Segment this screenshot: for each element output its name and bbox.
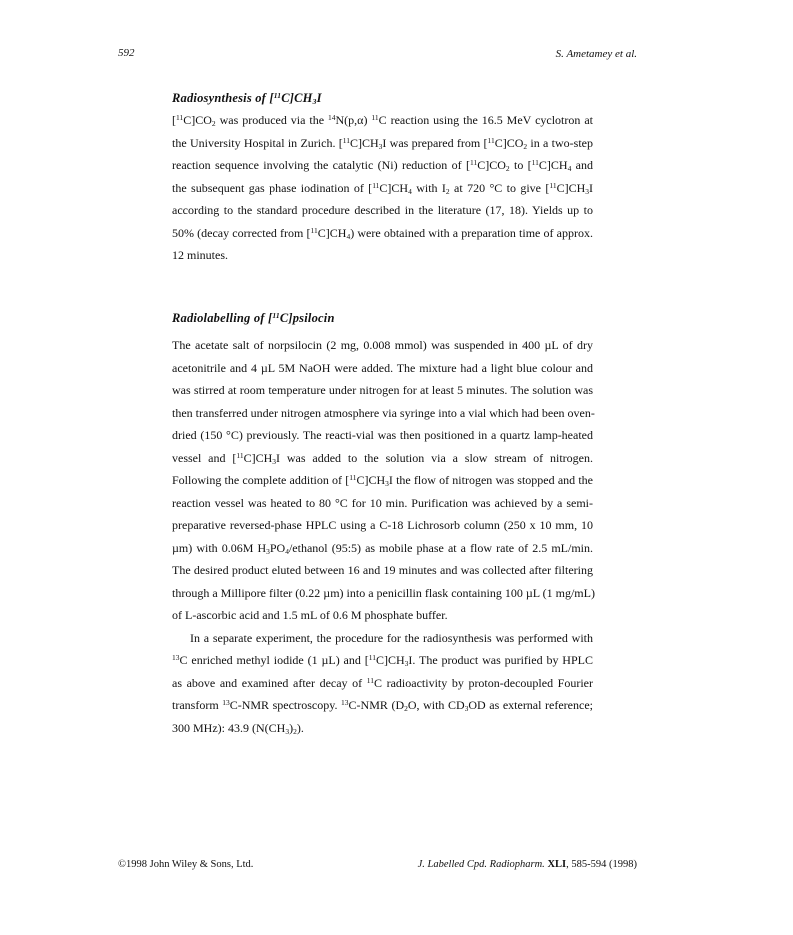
text-line: then transferred under nitrogen atmosphere via syringe into a vial which had been oven- [172,405,595,420]
text-line: was stirred at room temperature under nitrogen for at least 5 minutes. The solution was [172,383,593,397]
journal-volume: XLI [547,859,567,870]
text-line: preparative reversed-phase HPLC using a C-18 Lichrosorb column (250 x 10 mm, 10 [172,518,593,532]
text-line: the subsequent gas phase iodination of $[^{11}C]CH_4$ with $I_2$ at 720 °C to give $[^{11}C]CH_3I$ [172,180,593,196]
text-line: reaction sequence involving the catalytic (Ni) reduction of $[^{11}C]CO_2$ to $[^{11}C]CH_4$ and [172,158,593,173]
paragraph-radiolabelling [172,334,593,739]
page-number: 592 [118,47,135,59]
text-line: $^{13}$C enriched methyl iodide (1 µL) and $[^{11}C]CH_3I$. The product was purified by HPLC [172,653,593,668]
text-line: The acetate salt of norpsilocin (2 mg, 0.008 mmol) was suspended in 400 µL of dry [172,338,593,352]
text-line: 300 MHz): 43.9 $(N(CH_3)_2)$. [172,720,304,736]
copyright-notice: ©1998 John Wiley & Sons, Ltd. [118,859,254,870]
text-line: of L-ascorbic acid and 1.5 mL of 0.6 M phosphate buffer. [172,608,448,622]
paragraph-radiosynthesis [172,109,593,267]
heading-text: Radiolabelling of [$^{11}$C]psilocin [172,311,335,325]
running-title: S. Ametamey et al. [555,48,637,60]
section-heading-radiosynthesis [172,91,322,106]
text-line: Following the complete addition of $[^{11}C]CH_3I$ the flow of nitrogen was stopped and the [172,473,593,488]
text-line: the University Hospital in Zurich. $[^{11}C]CH_3I$ was prepared from $[^{11}C]CO_2$ in a two-step [172,135,593,151]
text-line: reaction vessel was heated to 80 °C for 10 min. Purification was achieved by a semi- [172,495,593,510]
text-line: In a separate experiment, the procedure for the radiosynthesis was performed with [190,630,593,645]
journal-citation [418,859,637,870]
text-line: transform $^{13}$C-NMR spectroscopy. $^{13}$C-NMR ($D_2O$, with $CD_3OD$ as external reference; [172,698,593,713]
text-line: 50% (decay corrected from $[^{11}C]CH_4$) were obtained with a preparation time of approx. [172,225,593,241]
text-line: through a Millipore filter (0.22 µm) into a penicillin flask containing 100 µL (1 mg/mL) [172,585,595,600]
journal-name: J. Labelled Cpd. Radiopharm. [417,859,545,870]
section-heading-radiolabelling [172,311,335,326]
heading-text: Radiosynthesis of $[^{11}C]CH_3I$ [172,91,322,106]
text-line: 12 minutes. [172,248,228,262]
text-line: µm) with 0.06M $H_3PO_4$/ethanol (95:5) as mobile phase at a flow rate of 2.5 mL/min. [172,540,593,556]
text-line: as above and examined after decay of $^{11}$C radioactivity by proton-decoupled Fourier [172,675,593,690]
text-line: $[^{11}C]CO_2$ was produced via the $^{14}$N(p,α) $^{11}$C reaction using the 16.5 MeV cyclotron at [172,113,593,128]
text-line: The desired product eluted between 16 and 19 minutes and was collected after filtering [172,563,593,577]
journal-pages-year: , 585-594 (1998) [566,859,637,870]
text-line: according to the standard procedure described in the literature (17, 18). Yields up to [172,203,593,217]
text-line: vessel and $[^{11}C]CH_3I$ was added to the solution via a slow stream of nitrogen. [172,450,593,466]
text-line: dried (150 °C) previously. The reacti-vial was then positioned in a quartz lamp-heated [172,428,593,442]
text-line: acetonitrile and 4 µL 5M NaOH were added. The mixture had a light blue colour and [172,360,593,375]
